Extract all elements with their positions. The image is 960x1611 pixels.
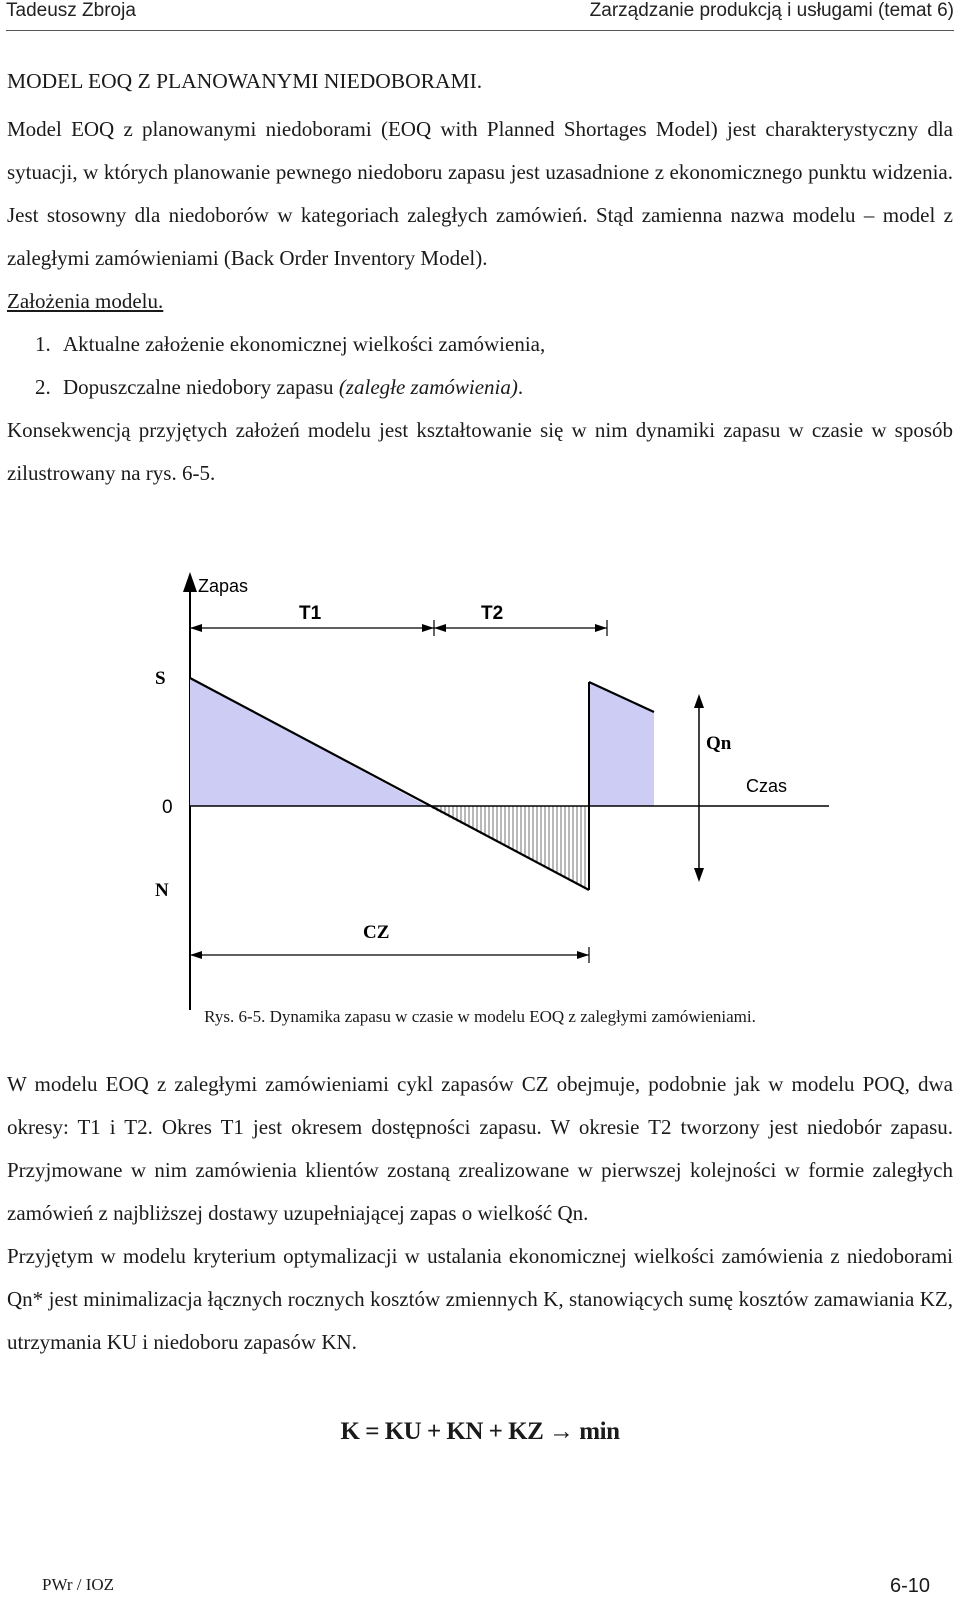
t1-label: T1 — [299, 603, 322, 624]
assumption-number: 1. — [35, 332, 51, 356]
arrowhead — [190, 624, 202, 632]
arrowhead — [422, 624, 434, 632]
inventory-diagram — [0, 570, 960, 1035]
page-number: 6-10 — [889, 1575, 930, 1597]
t2-label: T2 — [481, 603, 504, 624]
consequence-paragraph: Konsekwencją przyjętych założeń modelu jest kształtowanie się w nim dynamiki zapasu w czasie w sposób zilustrowany na rys. 6-5. — [7, 418, 953, 485]
arrowhead — [694, 868, 704, 882]
cz-label: CZ — [363, 922, 390, 943]
n-label: N — [155, 880, 169, 901]
s-label: S — [155, 668, 166, 689]
arrowhead — [434, 624, 446, 632]
assumptions-heading: Założenia modelu. — [7, 289, 164, 313]
x-axis-label: Czas — [746, 776, 788, 796]
assumption-emphasis: (zaległe zamówienia) — [338, 375, 518, 399]
footer-institution: PWr / IOZ — [42, 1575, 115, 1594]
assumption-text: Aktualne założenie ekonomicznej wielkości zamówienia, — [63, 332, 546, 356]
y-axis-label: Zapas — [198, 576, 249, 596]
arrowhead — [577, 951, 589, 959]
next-cycle-inventory-region — [589, 682, 654, 806]
assumption-item — [35, 323, 953, 366]
main-content-continued — [7, 1063, 953, 1364]
qn-label: Qn — [706, 733, 732, 754]
arrowhead — [694, 694, 704, 708]
inventory-diagram-svg — [0, 570, 960, 1010]
cycle-paragraph: W modelu EOQ z zaległymi zamówieniami cykl zapasów CZ obejmuje, podobnie jak w modelu POQ, dwa okresy: T1 i T2. Okres T1 jest okresem dostępności zapasu. W okresie T2 tworzony jest niedobór zapasu. Przyjmowane w nim zamówienia klientów zostaną zrealizowane w pierwszej kolejności w formie zaległych zamówień z najbliższej dostawy uzupełniającej zapas o wielkość Qn. — [7, 1072, 953, 1225]
figure-caption: Rys. 6-5. Dynamika zapasu w czasie w modelu EOQ z zaległymi zamówieniami. — [204, 1007, 756, 1026]
cost-formula: K = KU + KN + KZ → min — [340, 1418, 620, 1445]
assumption-text: Dopuszczalne niedobory zapasu — [63, 375, 339, 399]
header-author: Tadeusz Zbroja — [6, 0, 136, 21]
page-header — [6, 0, 954, 31]
assumption-number: 2. — [35, 375, 51, 399]
arrowhead — [595, 624, 607, 632]
assumptions-list — [7, 323, 953, 409]
section-title: MODEL EOQ Z PLANOWANYMI NIEDOBORAMI. — [7, 69, 483, 93]
y-axis-arrowhead — [183, 572, 197, 592]
criterion-paragraph: Przyjętym w modelu kryterium optymalizacji w ustalania ekonomicznej wielkości zamówienia z niedoborami Qn* jest minimalizacja łącznych rocznych kosztów zmiennych K, stanowiących sumę kosztów zamawiania KZ, utrzymania KU i niedoboru zapasów KN. — [7, 1244, 953, 1354]
zero-label: 0 — [162, 797, 173, 818]
assumption-tail: . — [517, 375, 524, 399]
main-content — [7, 66, 953, 495]
intro-paragraph: Model EOQ z planowanymi niedoborami (EOQ with Planned Shortages Model) jest charakterystyczny dla sytuacji, w których planowanie pewnego niedoboru zapasu jest uzasadnione z ekonomicznego punktu widzenia. Jest stosowny dla niedoborów w kategoriach zaległych zamówień. Stąd zamienna nazwa modelu – model z zaległymi zamówieniami (Back Order Inventory Model). — [7, 117, 953, 270]
assumption-item — [35, 366, 953, 409]
header-course: Zarządzanie produkcją i usługami (temat 6) — [589, 0, 954, 21]
arrowhead — [190, 951, 202, 959]
